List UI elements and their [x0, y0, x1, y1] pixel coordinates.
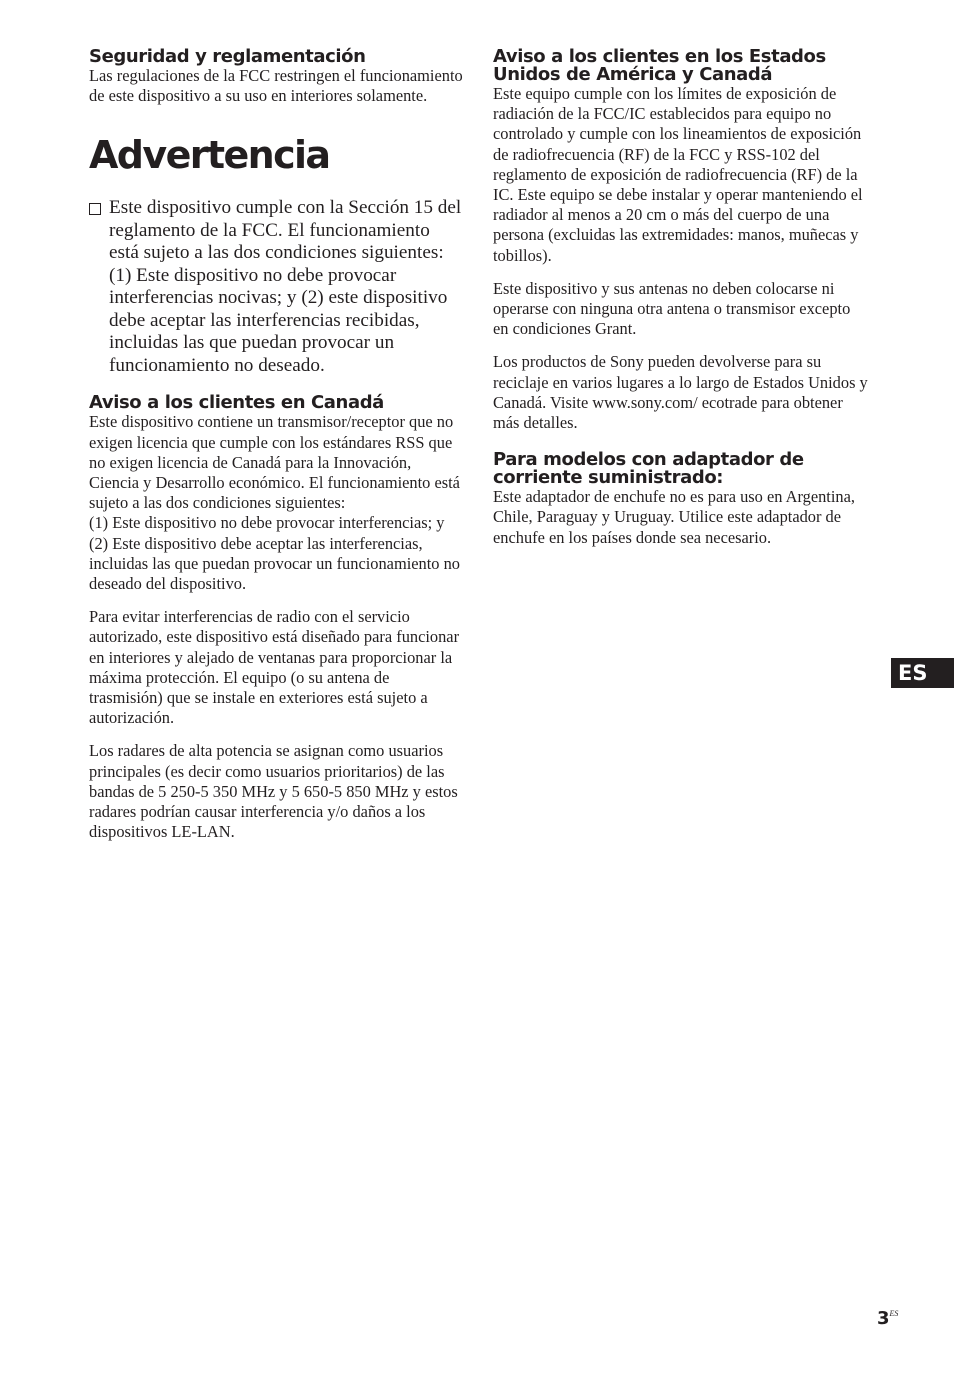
left-column	[89, 48, 464, 842]
safety-regulation-heading: Seguridad y reglamentación	[89, 46, 366, 67]
us-canada-rf-exposure: Este equipo cumple con los límites de exposición de radiación de la FCC/IC establecidos para equipo no controlado y cumple con los lineamientos de exposición de radiofrecuencia (RF) de la FCC y RSS-102 del reglamento de exposición de radiofrecuencia (RF) de la IC. Este equipo se debe instalar y operar manteniendo el radiador al menos a 20 cm o más del cuerpo de una persona (excluidas las extremidades: manos, muñecas y tobillos).	[493, 84, 863, 265]
warning-title: Advertencia	[89, 133, 330, 178]
fcc-compliance-text: Este dispositivo cumple con la Sección 15 del reglamento de la FCC. El funcionamiento está sujeto a las dos condiciones siguientes: (1) Este dispositivo no debe provocar interferencias nocivas; y (2) este dispositivo debe aceptar las interferencias recibidas, incluidas las que puedan provocar un funcionamiento no deseado.	[109, 197, 462, 376]
page-number-value: 3	[877, 1308, 890, 1329]
canada-notice-radar: Los radares de alta potencia se asignan como usuarios principales (es decir como usuarios prioritarios) de las bandas de 5 250-5 350 MHz y 5 650-5 850 MHz y estos radares podrían causar interferencia y/o daños a los dispositivos LE-LAN.	[89, 741, 458, 842]
page-number	[877, 1308, 898, 1329]
plug-adapter-heading: Para modelos con adaptador de corriente suministrado:	[493, 449, 804, 489]
plug-adapter-text: Este adaptador de enchufe no es para uso en Argentina, Chile, Paraguay y Uruguay. Utilice este adaptador de enchufe en los países donde sea necesario.	[493, 487, 855, 547]
safety-regulation-text: Las regulaciones de la FCC restringen el funcionamiento de este dispositivo a su uso en interiores solamente.	[89, 66, 463, 106]
page-number-suffix: ES	[889, 1309, 899, 1318]
canada-notice-heading: Aviso a los clientes en Canadá	[89, 392, 384, 414]
language-tab-es: ES	[891, 658, 954, 688]
canada-notice-condition-1: (1) Este dispositivo no debe provocar interferencias; y	[89, 513, 445, 533]
canada-notice-radio-interference: Para evitar interferencias de radio con el servicio autorizado, este dispositivo está diseñado para funcionar en interiores y alejado de ventanas para proporcionar la máxima protección. El equipo (o su antena de trasmisión) que se instale en exteriores está sujeto a autorización.	[89, 607, 460, 728]
canada-notice-condition-2: (2) Este dispositivo debe aceptar las interferencias, incluidas las que puedan provocar un funcionamiento no deseado del dispositivo.	[89, 533, 460, 594]
us-canada-recycling: Los productos de Sony pueden devolverse para su reciclaje en varios lugares a lo largo de Estados Unidos y Canadá. Visite www.sony.com/ ecotrade para obtener más detalles.	[493, 352, 868, 433]
fcc-compliance-bullet	[89, 197, 464, 377]
right-column	[493, 48, 868, 548]
checkbox-bullet-icon	[89, 203, 101, 215]
us-canada-antenna-note: Este dispositivo y sus antenas no deben colocarse ni operarse con ninguna otra antena o transmisor excepto en condiciones Grant.	[493, 278, 851, 339]
canada-notice-intro: Este dispositivo contiene un transmisor/receptor que no exigen licencia que cumple con los estándares RSS que no exigen licencia de Canadá para la Innovación, Ciencia y Desarrollo económico. El funcionamiento está sujeto a las dos condiciones siguientes:	[89, 412, 460, 513]
us-canada-notice-heading: Aviso a los clientes en los Estados Unidos de América y Canadá	[493, 46, 826, 85]
